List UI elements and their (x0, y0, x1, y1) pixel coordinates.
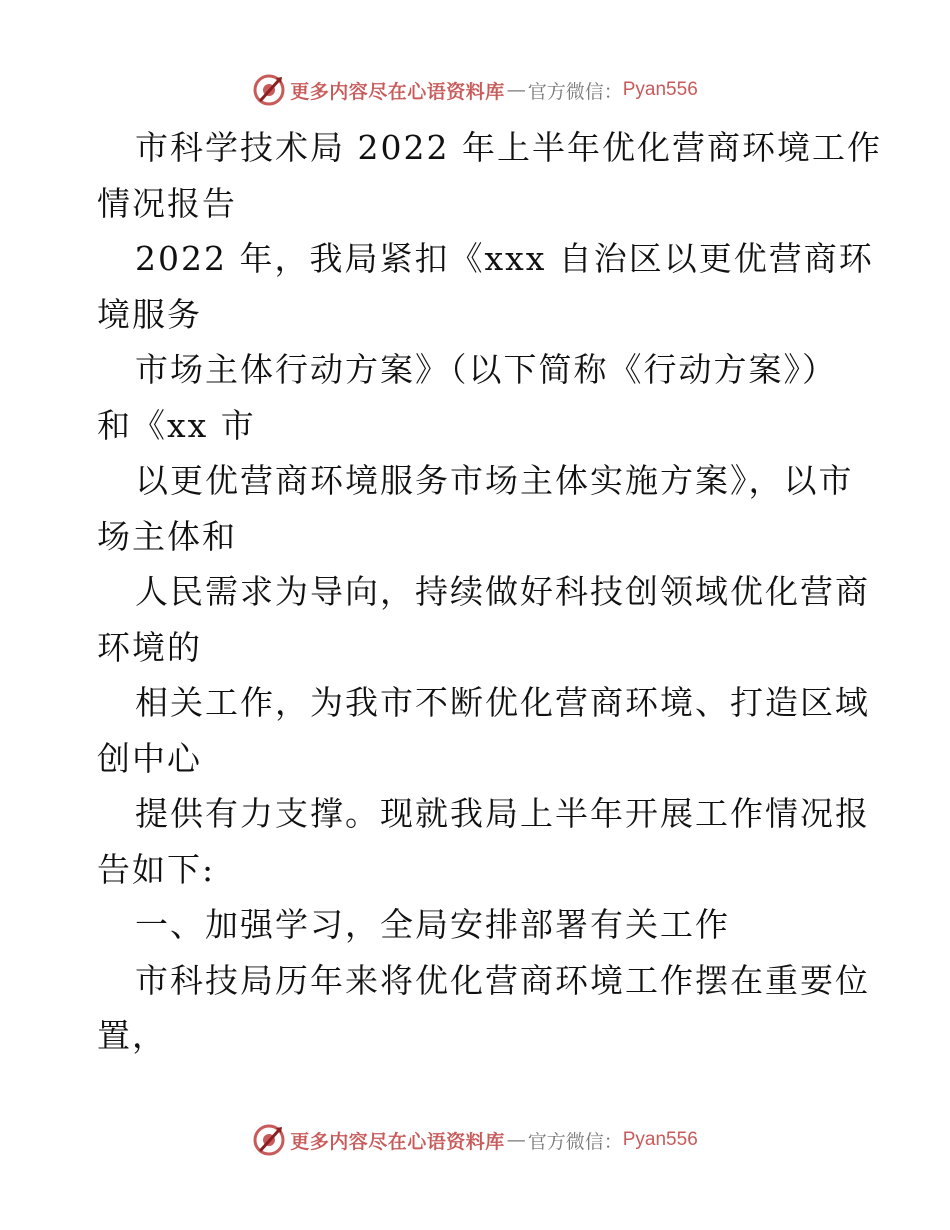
logo-icon (252, 1123, 286, 1157)
doc-line-6: 和《xx 市 (97, 405, 256, 445)
doc-line-17: 置， (97, 1016, 167, 1055)
doc-line-5: 市场主体行动方案》（以下简称《行动方案》） (135, 350, 837, 389)
header-watermark-text: 更多内容尽在心语资料库 (290, 80, 505, 103)
doc-line-11: 相关工作，为我市不断优化营商环境、打造区域 (135, 683, 870, 722)
header-watermark-id: Pyan556 (622, 79, 698, 100)
header-watermark-sub: 官方微信： (527, 80, 623, 103)
footer-watermark-id: Pyan556 (622, 1129, 698, 1150)
document-body (97, 120, 882, 1064)
doc-line-10: 环境的 (97, 627, 202, 667)
doc-line-8: 场主体和 (97, 516, 237, 556)
doc-line-7: 以更优营商环境服务市场主体实施方案》，以市 (135, 461, 854, 500)
doc-line-14: 告如下: (97, 849, 216, 889)
header-watermark (0, 70, 950, 110)
section-heading-1: 一、加强学习，全局安排部署有关工作 (135, 905, 730, 944)
logo-icon (252, 73, 286, 107)
doc-line-title-2: 情况报告 (97, 183, 237, 223)
doc-line-12: 创中心 (97, 738, 202, 778)
doc-line-title-1: 市科学技术局 2022 年上半年优化营商环境工作 (135, 128, 882, 167)
header-watermark-separator: — (506, 79, 526, 101)
doc-line-13: 提供有力支撑。现就我局上半年开展工作情况报 (135, 794, 870, 833)
doc-line-16: 市科技局历年来将优化营商环境工作摆在重要位 (135, 960, 870, 1000)
doc-line-3: 2022 年，我局紧扣《xxx 自治区以更优营商环 (135, 239, 874, 278)
footer-watermark-sub: 官方微信： (527, 1130, 623, 1153)
doc-line-4: 境服务 (97, 294, 202, 334)
footer-watermark (0, 1120, 950, 1160)
footer-watermark-text: 更多内容尽在心语资料库 (290, 1130, 505, 1153)
footer-watermark-separator: — (506, 1129, 526, 1151)
doc-line-9: 人民需求为导向，持续做好科技创领域优化营商 (135, 572, 870, 611)
